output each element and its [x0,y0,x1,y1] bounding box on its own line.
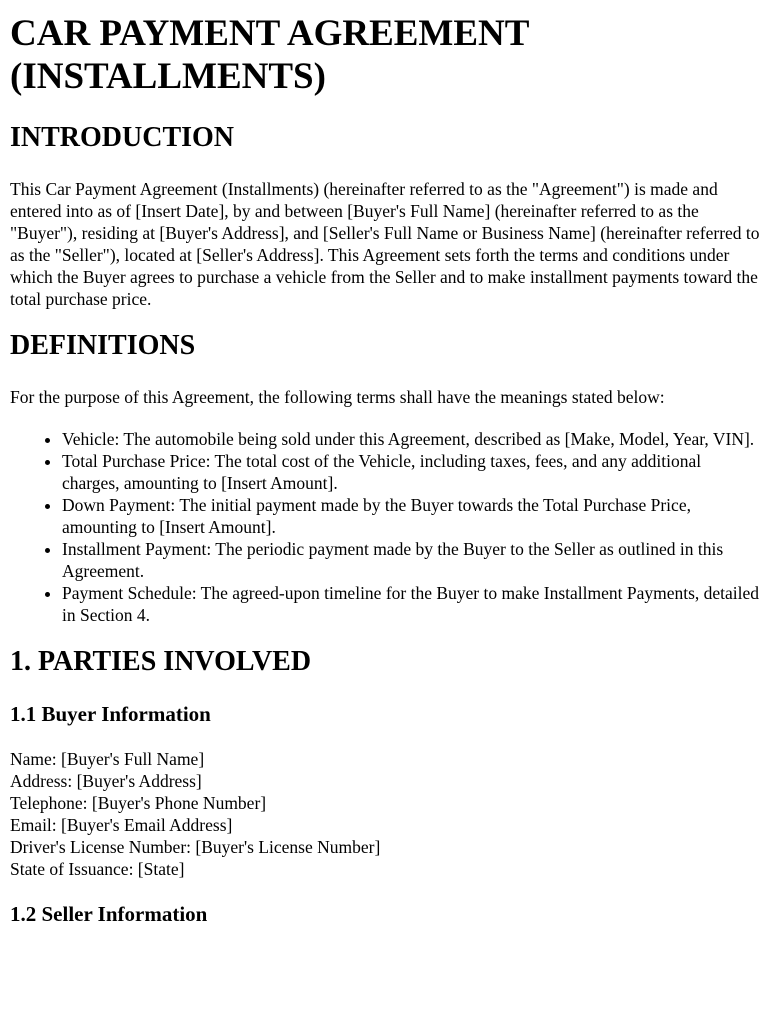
definitions-lead: For the purpose of this Agreement, the following terms shall have the meanings stated below: [10,387,665,407]
parties-heading: 1. PARTIES INVOLVED [10,646,312,677]
buyer-state-line: State of Issuance: [State] [10,859,185,879]
buyer-email-line: Email: [Buyer's Email Address] [10,815,233,835]
definition-item: • Installment Payment: The periodic payment made by the Buyer to the Seller as outlined in this Agreement. [62,538,760,582]
buyer-address-line: Address: [Buyer's Address] [10,771,202,791]
definition-item: • Payment Schedule: The agreed-upon timeline for the Buyer to make Installment Payments, detailed in Section 4. [62,582,760,626]
definitions-list [10,428,760,626]
definitions-heading: DEFINITIONS [10,330,196,361]
buyer-name-line: Name: [Buyer's Full Name] [10,749,205,769]
document-title: CAR PAYMENT AGREEMENT (INSTALLMENTS) [10,13,529,97]
buyer-info-block [10,748,760,880]
buyer-info-heading: 1.1 Buyer Information [10,702,211,726]
intro-paragraph: This Car Payment Agreement (Installments) (hereinafter referred to as the "Agreement") is made and entered into as of [Insert Date], by and between [Buyer's Full Name] (hereinafter referred to as the "Buyer"), residing at [Buyer's Address], and [Seller's Full Name or Business Name] (hereinafter referred to as the "Seller"), located at [Seller's Address]. This Agreement sets forth the terms and conditions under which the Buyer agrees to purchase a vehicle from the Seller and to make installment payments toward the total purchase price. [10,179,760,309]
seller-info-heading: 1.2 Seller Information [10,902,208,926]
definition-item: • Vehicle: The automobile being sold under this Agreement, described as [Make, Model, Year, VIN]. [62,428,760,450]
buyer-telephone-line: Telephone: [Buyer's Phone Number] [10,793,267,813]
buyer-license-line: Driver's License Number: [Buyer's License Number] [10,837,381,857]
intro-heading: INTRODUCTION [10,122,235,153]
definition-item: • Down Payment: The initial payment made by the Buyer towards the Total Purchase Price, amounting to [Insert Amount]. [62,494,760,538]
definition-item: • Total Purchase Price: The total cost of the Vehicle, including taxes, fees, and any additional charges, amounting to [Insert Amount]. [62,450,760,494]
